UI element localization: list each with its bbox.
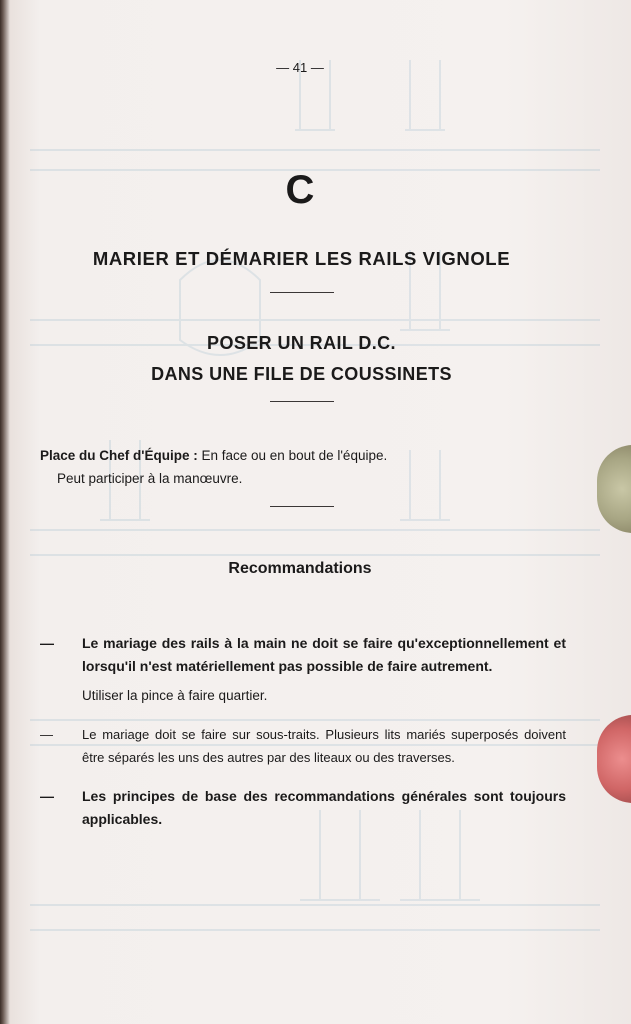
recommendations-heading: Recommandations: [228, 560, 372, 577]
place-chef-equipe: [40, 444, 580, 490]
index-tab-upper[interactable]: [597, 445, 631, 533]
recommendations-list: [40, 632, 566, 831]
divider-rule: [270, 292, 334, 293]
recommendation-1-sub: Utiliser la pince à faire quartier.: [82, 688, 268, 703]
divider-rule: [270, 401, 334, 402]
list-item: [40, 785, 566, 831]
recommendation-1: Le mariage des rails à la main ne doit se faire qu'exceptionnellement et lorsqu'il n'est matériellement pas possible de faire autrement.: [82, 635, 566, 674]
main-title: MARIER ET DÉMARIER LES RAILS VIGNOLE: [92, 248, 511, 269]
dash-bullet: —: [40, 635, 54, 651]
dash-bullet: —: [40, 788, 54, 804]
dash-bullet: —: [40, 727, 53, 742]
page-number: — 41 —: [276, 60, 324, 75]
place-line-2: Peut participer à la manœuvre.: [57, 471, 243, 486]
subtitle-line-1: POSER UN RAIL D.C.: [207, 333, 396, 353]
list-item: [40, 632, 566, 678]
subtitle-line-2: DANS UNE FILE DE COUSSINETS: [151, 364, 452, 384]
recommendation-2: Le mariage doit se faire sur sous-traits. Plusieurs lits mariés superposés doivent être séparés les uns des autres par des liteaux ou des traverses.: [82, 727, 566, 765]
section-letter: C: [285, 168, 315, 212]
list-item: [40, 723, 566, 769]
index-tab-lower[interactable]: [597, 715, 631, 803]
subtitle: [60, 328, 543, 390]
place-label: Place du Chef d'Équipe :: [40, 448, 198, 463]
place-text: En face ou en bout de l'équipe.: [201, 448, 388, 463]
recommendation-3: Les principes de base des recommandations générales sont toujours applicables.: [82, 788, 566, 827]
divider-rule: [270, 506, 334, 507]
